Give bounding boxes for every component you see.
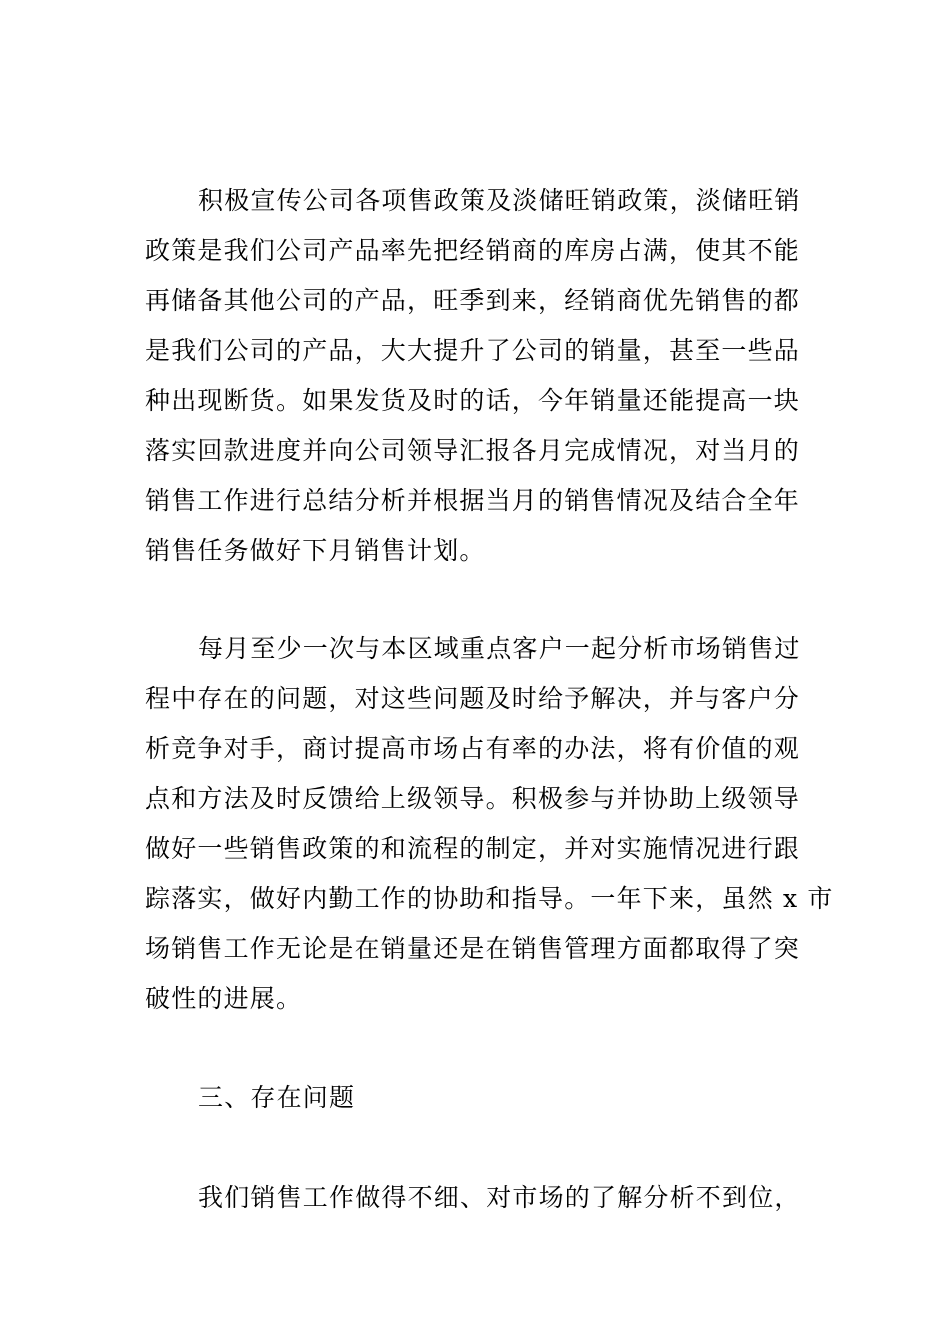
section-heading xyxy=(145,1073,810,1123)
text-line: 析竞争对手，商讨提高市场占有率的办法，将有价值的观 xyxy=(145,734,801,763)
paragraph-customer-analysis xyxy=(145,624,834,1024)
text-line: 销售任务做好下月销售计划。 xyxy=(145,536,486,565)
text-line: 场销售工作无论是在销量还是在销售管理方面都取得了突 xyxy=(145,934,801,963)
text-line: 种出现断货。如果发货及时的话，今年销量还能提高一块 xyxy=(145,386,801,415)
paragraph-problems xyxy=(145,1173,810,1223)
paragraph-sales-policy xyxy=(145,176,810,576)
text-line: 再储备其他公司的产品，旺季到来，经销商优先销售的都 xyxy=(145,286,801,315)
text-line: 销售工作进行总结分析并根据当月的销售情况及结合全年 xyxy=(145,486,801,515)
text-line: 每月至少一次与本区域重点客户一起分析市场销售过 xyxy=(198,634,801,663)
text-line: 破性的进展。 xyxy=(145,984,303,1013)
text-line: 踪落实，做好内勤工作的协助和指导。一年下来，虽然 x 市 xyxy=(145,884,834,913)
heading-existing-problems: 三、存在问题 xyxy=(198,1083,356,1112)
text-line: 做好一些销售政策的和流程的制定，并对实施情况进行跟 xyxy=(145,834,801,863)
text-line: 点和方法及时反馈给上级领导。积极参与并协助上级领导 xyxy=(145,784,801,813)
text-line: 是我们公司的产品，大大提升了公司的销量，甚至一些品 xyxy=(145,336,801,365)
text-line: 政策是我们公司产品率先把经销商的库房占满，使其不能 xyxy=(145,236,801,265)
text-line: 落实回款进度并向公司领导汇报各月完成情况，对当月的 xyxy=(145,436,801,465)
text-line: 程中存在的问题，对这些问题及时给予解决，并与客户分 xyxy=(145,684,801,713)
text-line: 我们销售工作做得不细、对市场的了解分析不到位， xyxy=(198,1183,801,1212)
text-line: 积极宣传公司各项售政策及淡储旺销政策，淡储旺销 xyxy=(198,186,801,215)
